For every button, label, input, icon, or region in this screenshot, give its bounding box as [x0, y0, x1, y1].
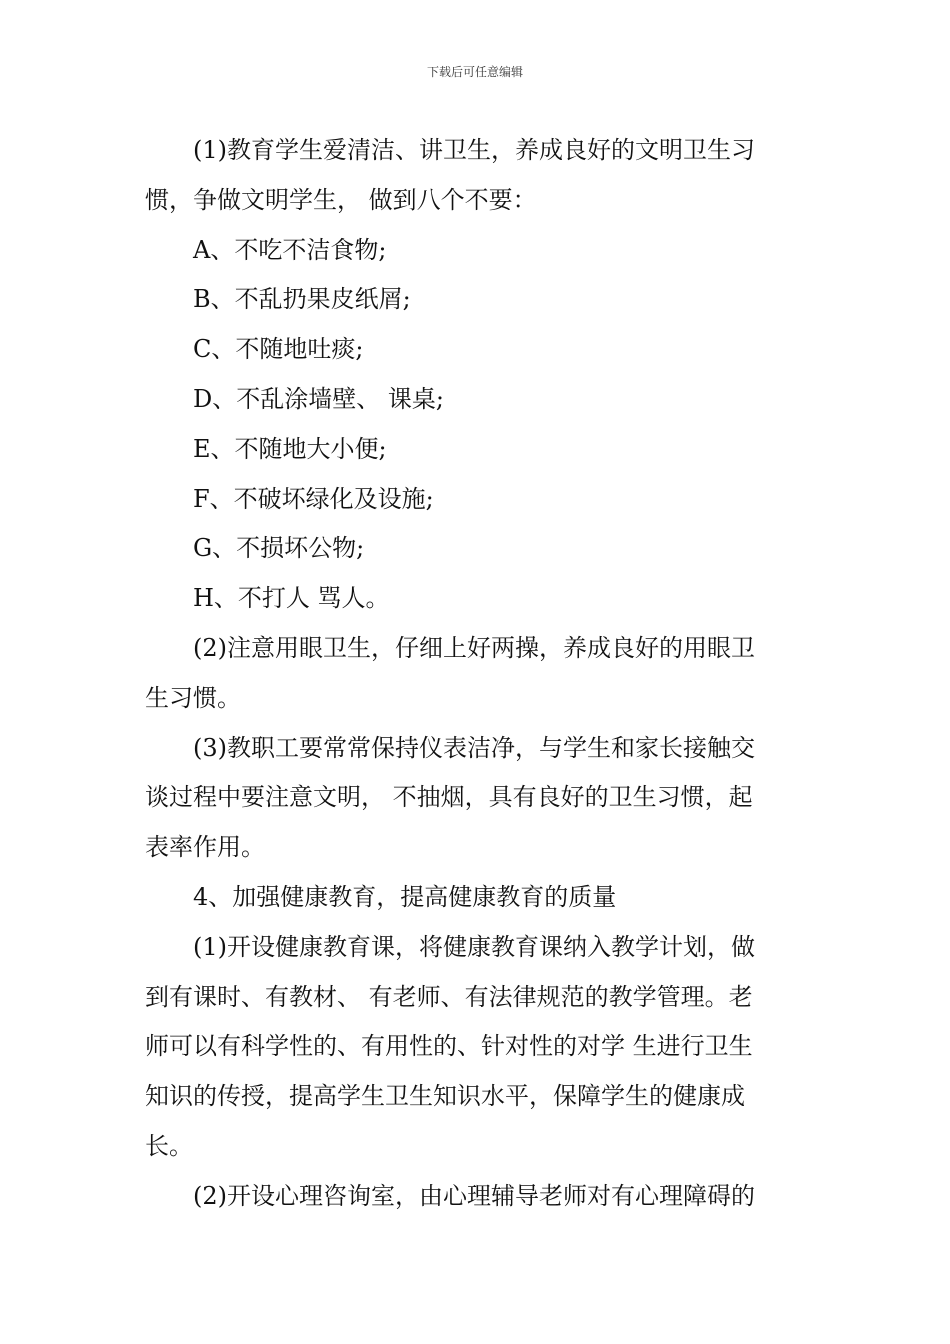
list-item: E、不随地大小便;: [193, 434, 387, 463]
section-heading: 4、加强健康教育，提高健康教育的质量: [193, 882, 617, 911]
list-item: A、不吃不洁食物;: [193, 235, 387, 264]
list-item: D、不乱涂墙壁、 课桌;: [193, 384, 444, 413]
text-line: 知识的传授，提高学生卫生知识水平，保障学生的健康成: [145, 1082, 745, 1111]
text-line: (2)开设心理咨询室，由心理辅导老师对有心理障碍的: [193, 1181, 755, 1210]
text-line: 惯，争做文明学生， 做到八个不要：: [145, 185, 537, 214]
text-line: (1)教育学生爱清洁、讲卫生，养成良好的文明卫生习: [193, 136, 755, 164]
text-line: (2)注意用眼卫生，仔细上好两操，养成良好的用眼卫: [193, 633, 755, 662]
list-item: C、不随地吐痰;: [193, 335, 364, 364]
text-line: 师可以有科学性的、有用性的、针对性的对学 生进行卫生: [145, 1032, 753, 1061]
page-header-note: 下载后可任意编辑: [426, 65, 523, 79]
list-item: H、不打人 骂人。: [193, 584, 390, 613]
text-line: 谈过程中要注意文明， 不抽烟，具有良好的卫生习惯，起: [145, 783, 753, 812]
text-line: (3)教职工要常常保持仪表洁净，与学生和家长接触交: [193, 733, 755, 762]
text-line: 到有课时、有教材、 有老师、有法律规范的教学管理。老: [145, 982, 753, 1011]
text-line: 长。: [145, 1131, 193, 1160]
text-line: 生习惯。: [145, 683, 241, 712]
text-line: 表率作用。: [145, 833, 265, 862]
list-item: F、不破坏绿化及设施;: [193, 484, 434, 513]
list-item: G、不损坏公物;: [193, 534, 365, 563]
document-body: [145, 126, 810, 1222]
list-item: B、不乱扔果皮纸屑;: [193, 285, 411, 314]
text-line: (1)开设健康教育课，将健康教育课纳入教学计划，做: [193, 932, 755, 961]
